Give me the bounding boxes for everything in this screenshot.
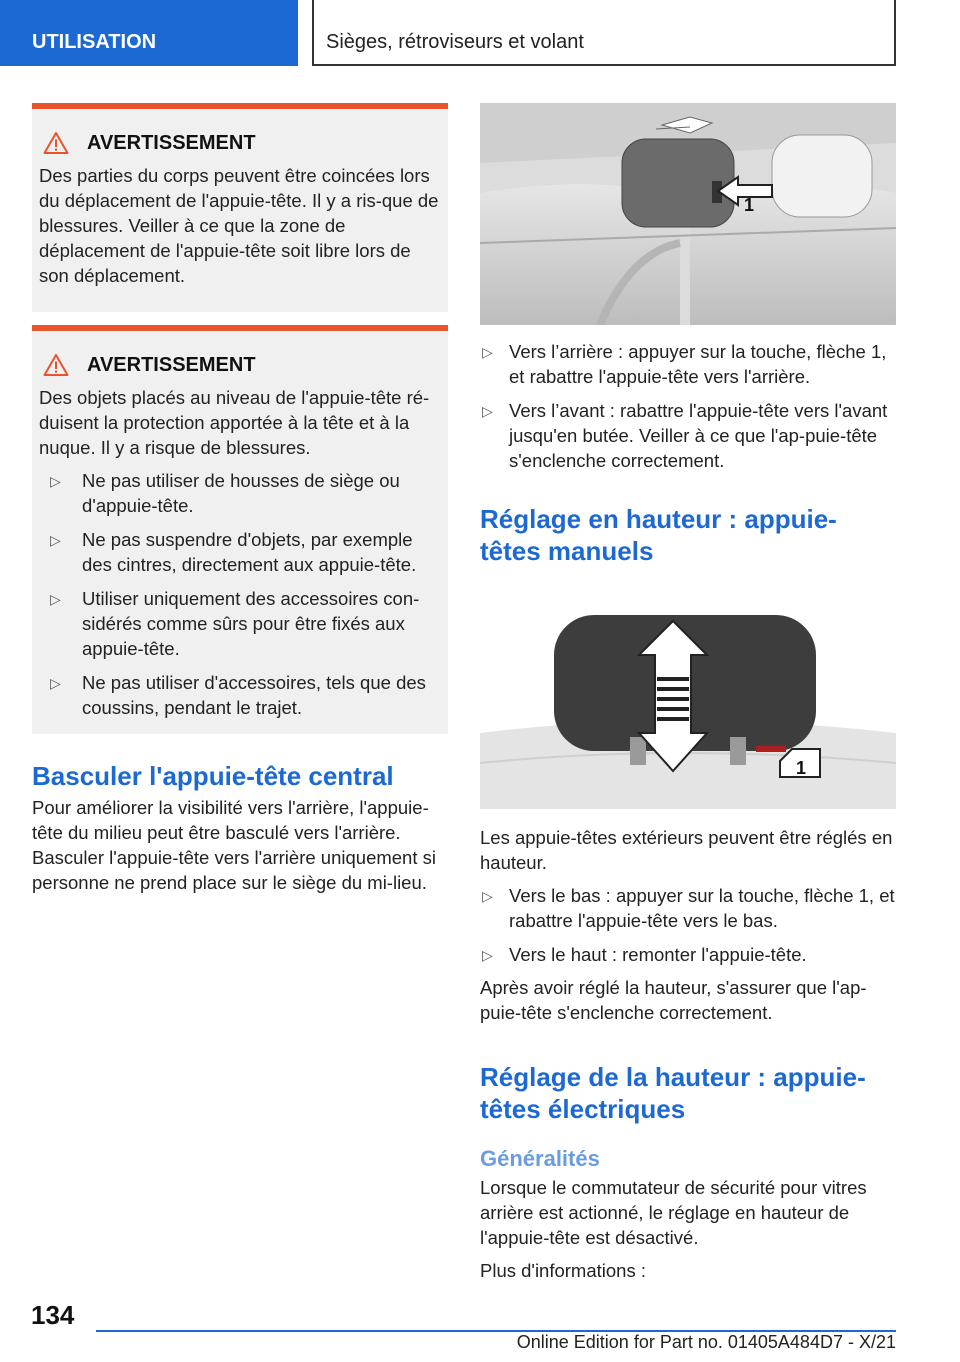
section-text: Lorsque le commutateur de sécurité pour vitres arrière est actionné, le réglage en hauteur de l'appuie-tête est désactivé. [480, 1177, 867, 1248]
tilt-steps-list [480, 339, 896, 473]
section-text: Les appuie-têtes extérieurs peuvent être réglés en hauteur. [480, 827, 893, 873]
list-item: ▷ Ne pas utiliser d'accessoires, tels que des coussins, pendant le trajet. [50, 672, 426, 718]
warning-title: AVERTISSEMENT [87, 353, 256, 376]
list-item: ▷ Vers le haut : remonter l'appuie-tête. [480, 942, 896, 967]
page-number: 134 [31, 1300, 75, 1330]
manual-steps-list [480, 883, 896, 967]
bullet-triangle-icon: ▷ [50, 532, 61, 548]
section-text: Après avoir réglé la hauteur, s'assurer que l'ap-puie-tête s'enclenche correctement. [480, 977, 867, 1023]
section-tab: UTILISATION [0, 0, 298, 66]
warning-list [39, 468, 440, 720]
subsection-heading: Généralités [480, 1146, 600, 1171]
warning-box [32, 103, 448, 312]
list-item: ▷ Utiliser uniquement des accessoires con-sidérés comme sûrs pour être fixés aux appuie-tête. [50, 588, 420, 659]
list-item: ▷ Vers l’avant : rabattre l'appuie-tête vers l'avant jusqu'en butée. Veiller à ce que l'ap-puie-tête s'enclenche correctement. [482, 400, 888, 471]
list-item: ▷ Ne pas utiliser de housses de siège ou d'appuie-tête. [50, 470, 400, 516]
section-heading: Réglage de la hauteur : appuie-têtes électriques [480, 1062, 866, 1124]
bullet-triangle-icon: ▷ [50, 675, 61, 691]
warning-text: Des parties du corps peuvent être coincées lors du déplacement de l'appuie-tête. Il y a ris-que de blessures. Veiller à ce que la zone de déplacement de l'appuie-tête soit libre lors de son déplacement. [39, 165, 439, 286]
bullet-triangle-icon: ▷ [50, 591, 61, 607]
bullet-triangle-icon: ▷ [482, 344, 493, 360]
section-heading: Basculer l'appuie-tête central [32, 761, 394, 791]
list-item: ▷ Vers le bas : appuyer sur la touche, flèche 1, et rabattre l'appuie-tête vers le bas. [482, 885, 895, 931]
figure-center-headrest [480, 103, 896, 325]
right-column [480, 103, 896, 1283]
section-heading: Réglage en hauteur : appuie-têtes manuels [480, 504, 837, 566]
section-text: Plus d'informations : [480, 1260, 646, 1281]
chapter-title: Sièges, rétroviseurs et volant [312, 0, 896, 66]
list-item: ▷ Vers l’arrière : appuyer sur la touche, flèche 1, et rabattre l'appuie-tête vers l'arrière. [482, 341, 887, 387]
left-column [32, 103, 448, 895]
list-item: ▷ Ne pas suspendre d'objets, par exemple des cintres, directement aux appuie-tête. [50, 529, 417, 575]
manual-headrest-illustration [480, 613, 896, 809]
warning-box [32, 325, 448, 734]
bullet-triangle-icon: ▷ [482, 947, 493, 963]
figure-callout: 1 [744, 195, 755, 215]
footer-edition: Online Edition for Part no. 01405A484D7 - X/21 [516, 1332, 896, 1352]
figure-manual-headrest [480, 613, 896, 809]
bullet-triangle-icon: ▷ [482, 403, 493, 419]
warning-title: AVERTISSEMENT [87, 131, 256, 154]
section-text: Pour améliorer la visibilité vers l'arrière, l'appuie-tête du milieu peut être basculé vers l'arrière. Basculer l'appuie-tête vers l'arrière uniquement si personne ne prend place sur le siège du mi-lieu. [32, 797, 436, 893]
warning-text: Des objets placés au niveau de l'appuie-tête ré-duisent la protection apportée à la tête et à la nuque. Il y a risque de blessures. [39, 387, 430, 458]
warning-triangle-icon [43, 353, 69, 377]
bullet-triangle-icon: ▷ [482, 888, 493, 904]
warning-triangle-icon [43, 131, 69, 155]
figure-callout: 1 [796, 758, 807, 778]
center-headrest-illustration [480, 103, 896, 325]
bullet-triangle-icon: ▷ [50, 473, 61, 489]
